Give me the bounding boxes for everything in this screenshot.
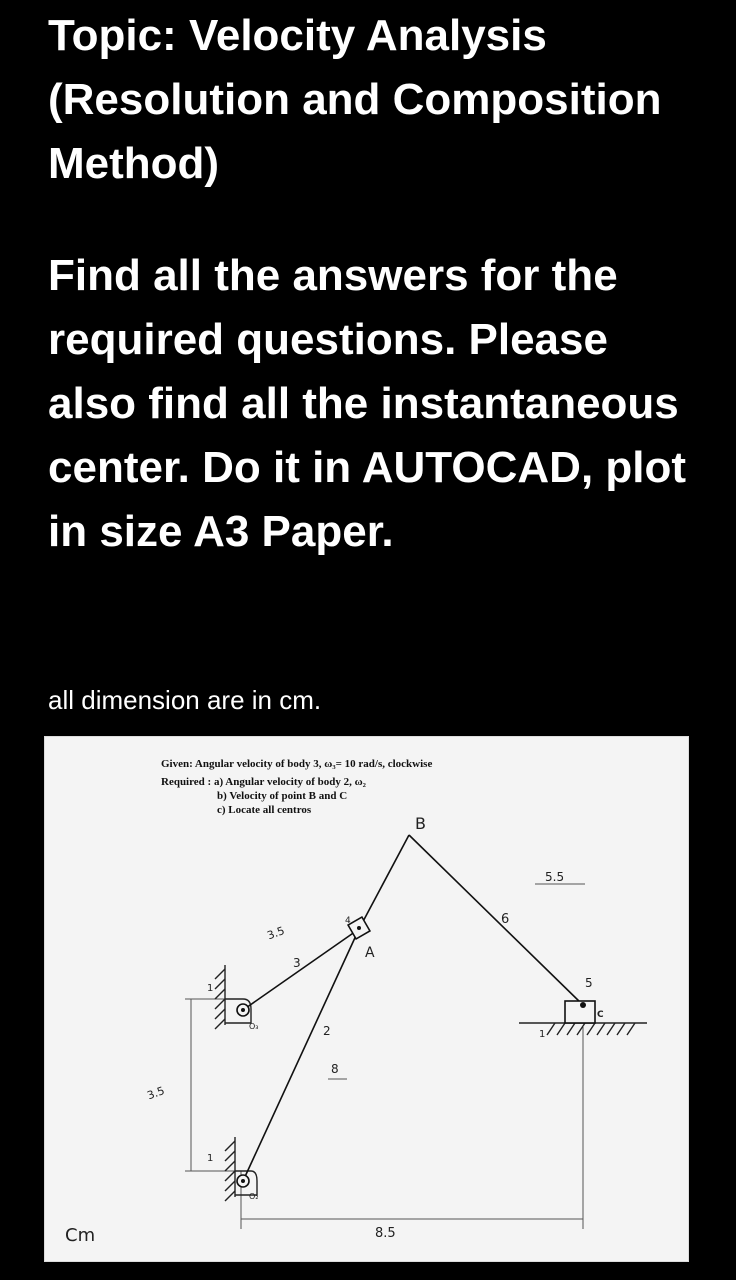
- dim-35-top: 3.5: [265, 924, 287, 943]
- dim-55: 5.5: [545, 870, 565, 884]
- ground-hatch-o2: [225, 1137, 235, 1201]
- label-b: B: [415, 814, 426, 833]
- link-6: [409, 835, 583, 1005]
- label-c: C: [597, 1010, 604, 1020]
- required-text: Required : a) Angular velocity of body 2, ω₂: [161, 776, 366, 788]
- link-4-to-b: [359, 835, 409, 929]
- label-ground-1a: 1: [207, 983, 214, 994]
- dim-8: 8: [331, 1062, 339, 1076]
- required-c-text: c) Locate all centros: [217, 804, 312, 816]
- dim-35-left: 3.5: [145, 1084, 167, 1103]
- mechanism-figure: [44, 736, 689, 1262]
- link-2: [243, 929, 359, 1181]
- dim-85: 8.5: [375, 1226, 396, 1241]
- page-title: Topic: Velocity Analysis (Resolution and Composition Method): [48, 11, 662, 188]
- label-link-6: 6: [501, 912, 510, 927]
- unit-mark: Cm: [65, 1225, 96, 1246]
- label-o2: O₂: [249, 1192, 259, 1201]
- given-text: Given: Angular velocity of body 3, ω₃= 10 rad/s, clockwise: [161, 758, 433, 770]
- label-link-2: 2: [323, 1024, 331, 1038]
- label-link-4: 4: [345, 916, 351, 926]
- label-a: A: [365, 945, 375, 961]
- label-ground-1c: 1: [539, 1029, 546, 1040]
- label-link-3: 3: [293, 956, 301, 970]
- slider-c: [565, 1001, 595, 1023]
- link-3: [243, 929, 359, 1010]
- question-text: Find all the answers for the required questions. Please also find all the instantaneous center. Do it in AUTOCAD, plot in size A3 Paper.: [48, 251, 687, 556]
- ground-hatch-o3: [215, 965, 225, 1029]
- dimension-note: all dimension are in cm.: [48, 685, 322, 715]
- links: [243, 835, 583, 1181]
- label-o3: O₃: [249, 1022, 259, 1031]
- label-ground-1b: 1: [207, 1153, 214, 1164]
- mechanism-diagram: [45, 737, 688, 1261]
- required-b-text: b) Velocity of point B and C: [217, 790, 348, 802]
- label-link-5: 5: [585, 976, 593, 990]
